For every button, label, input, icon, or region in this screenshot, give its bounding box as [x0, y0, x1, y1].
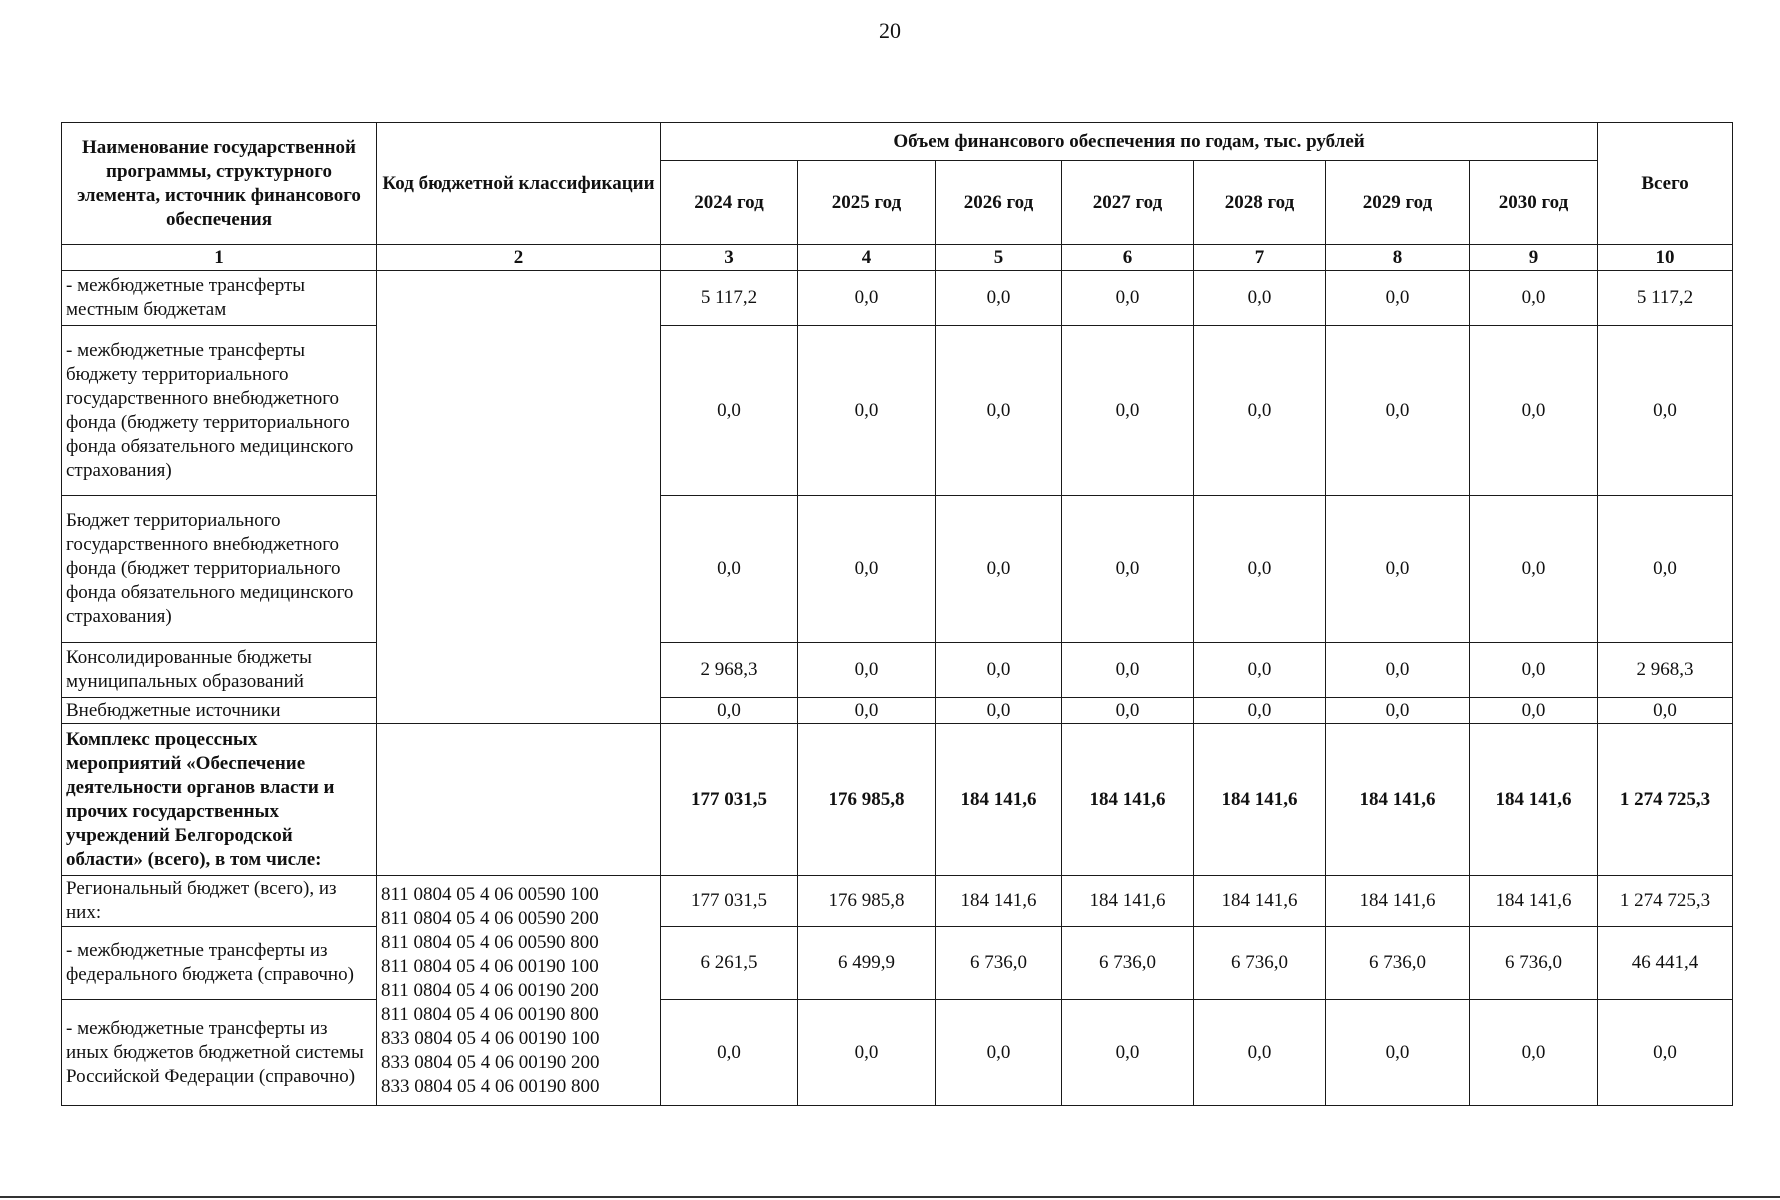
budget-code: 811 0804 05 4 06 00590 100: [381, 883, 599, 905]
value-cell: 184 141,6: [1194, 876, 1326, 927]
value-cell: 0,0: [936, 326, 1062, 496]
header-year-2030: 2030 год: [1470, 161, 1598, 245]
budget-codes-cell: [377, 876, 661, 1106]
table-row: [62, 643, 1733, 698]
column-number: 9: [1470, 245, 1598, 271]
budget-code: 811 0804 05 4 06 00190 800: [381, 1003, 599, 1025]
column-numbers-row: [62, 245, 1733, 271]
column-number: 7: [1194, 245, 1326, 271]
budget-code: 833 0804 05 4 06 00190 100: [381, 1027, 600, 1049]
header-year-2024: 2024 год: [661, 161, 798, 245]
row-name: Консолидированные бюджеты муниципальных образований: [62, 643, 377, 698]
table-row: [62, 326, 1733, 496]
budget-code: 811 0804 05 4 06 00590 800: [381, 931, 599, 953]
total-cell: 5 117,2: [1598, 271, 1733, 326]
row-name: - межбюджетные трансферты бюджету территориального государственного внебюджетного фонда (бюджету территориального фонда обязательного медицинского страхования): [62, 326, 377, 496]
column-number: 5: [936, 245, 1062, 271]
code-cell-empty: [377, 271, 661, 724]
value-cell: 0,0: [798, 496, 936, 643]
value-cell: 0,0: [1326, 698, 1470, 724]
row-name: - межбюджетные трансферты из федерального бюджета (справочно): [62, 927, 377, 1000]
value-cell: 0,0: [798, 326, 936, 496]
value-cell: 0,0: [1470, 496, 1598, 643]
value-cell: 0,0: [798, 698, 936, 724]
value-cell: 0,0: [1062, 698, 1194, 724]
value-cell: 0,0: [1470, 643, 1598, 698]
value-cell: 184 141,6: [1326, 876, 1470, 927]
value-cell: 0,0: [798, 643, 936, 698]
table-row: [62, 927, 1733, 1000]
table-row: [62, 698, 1733, 724]
row-name: Внебюджетные источники: [62, 698, 377, 724]
value-cell: 0,0: [1470, 698, 1598, 724]
header-total: Всего: [1598, 123, 1733, 245]
value-cell: 176 985,8: [798, 876, 936, 927]
table-row: [62, 271, 1733, 326]
value-cell: 0,0: [1194, 643, 1326, 698]
value-cell: 0,0: [661, 698, 798, 724]
value-cell: 6 499,9: [798, 927, 936, 1000]
value-cell: 0,0: [1470, 1000, 1598, 1106]
table-row: [62, 876, 1733, 927]
table-row: [62, 1000, 1733, 1106]
value-cell: 6 736,0: [1194, 927, 1326, 1000]
value-cell: 0,0: [1326, 326, 1470, 496]
total-cell: 1 274 725,3: [1598, 876, 1733, 927]
total-cell: 0,0: [1598, 1000, 1733, 1106]
header-year-2027: 2027 год: [1062, 161, 1194, 245]
value-cell: 0,0: [661, 326, 798, 496]
header-code: Код бюджетной классификации: [377, 123, 661, 245]
header-name: Наименование государственной программы, структурного элемента, источник финансового обеспечения: [62, 123, 377, 245]
row-name: Региональный бюджет (всего), из них:: [62, 876, 377, 927]
value-cell: 177 031,5: [661, 876, 798, 927]
value-cell: 184 141,6: [1470, 724, 1598, 876]
value-cell: 0,0: [1194, 496, 1326, 643]
table-row: [62, 496, 1733, 643]
total-cell: 46 441,4: [1598, 927, 1733, 1000]
value-cell: 184 141,6: [1062, 876, 1194, 927]
value-cell: 0,0: [1470, 326, 1598, 496]
value-cell: 5 117,2: [661, 271, 798, 326]
value-cell: 0,0: [1194, 1000, 1326, 1106]
value-cell: 6 736,0: [936, 927, 1062, 1000]
total-cell: 0,0: [1598, 496, 1733, 643]
value-cell: 0,0: [1470, 271, 1598, 326]
total-cell: 1 274 725,3: [1598, 724, 1733, 876]
budget-code: 811 0804 05 4 06 00190 100: [381, 955, 599, 977]
budget-code: 833 0804 05 4 06 00190 800: [381, 1075, 600, 1097]
column-number: 2: [377, 245, 661, 271]
value-cell: 184 141,6: [1470, 876, 1598, 927]
value-cell: 0,0: [798, 271, 936, 326]
budget-code: 811 0804 05 4 06 00590 200: [381, 907, 599, 929]
column-number: 8: [1326, 245, 1470, 271]
value-cell: 0,0: [661, 496, 798, 643]
value-cell: 177 031,5: [661, 724, 798, 876]
total-cell: 0,0: [1598, 326, 1733, 496]
value-cell: 0,0: [1326, 496, 1470, 643]
value-cell: 0,0: [1062, 326, 1194, 496]
row-name: - межбюджетные трансферты из иных бюджетов бюджетной системы Российской Федерации (справочно): [62, 1000, 377, 1106]
header-year-2028: 2028 год: [1194, 161, 1326, 245]
value-cell: 0,0: [1194, 326, 1326, 496]
value-cell: 0,0: [1062, 496, 1194, 643]
value-cell: 0,0: [1062, 1000, 1194, 1106]
value-cell: 0,0: [1326, 643, 1470, 698]
value-cell: 176 985,8: [798, 724, 936, 876]
column-number: 4: [798, 245, 936, 271]
value-cell: 6 261,5: [661, 927, 798, 1000]
header-year-2026: 2026 год: [936, 161, 1062, 245]
value-cell: 0,0: [798, 1000, 936, 1106]
value-cell: 2 968,3: [661, 643, 798, 698]
page-bottom-rule: [0, 1196, 1780, 1198]
value-cell: 0,0: [1326, 271, 1470, 326]
column-number: 3: [661, 245, 798, 271]
column-number: 10: [1598, 245, 1733, 271]
budget-code: 833 0804 05 4 06 00190 200: [381, 1051, 600, 1073]
value-cell: 184 141,6: [936, 724, 1062, 876]
value-cell: 0,0: [1326, 1000, 1470, 1106]
row-name: - межбюджетные трансферты местным бюджетам: [62, 271, 377, 326]
financing-table: [61, 122, 1733, 1106]
value-cell: 0,0: [936, 496, 1062, 643]
header-year-2025: 2025 год: [798, 161, 936, 245]
code-cell-empty: [377, 724, 661, 876]
header-year-2029: 2029 год: [1326, 161, 1470, 245]
value-cell: 0,0: [1194, 271, 1326, 326]
value-cell: 0,0: [661, 1000, 798, 1106]
value-cell: 184 141,6: [1194, 724, 1326, 876]
total-cell: 0,0: [1598, 698, 1733, 724]
value-cell: 0,0: [936, 698, 1062, 724]
column-number: 6: [1062, 245, 1194, 271]
header-volume: Объем финансового обеспечения по годам, тыс. рублей: [661, 123, 1598, 161]
page-number: 20: [879, 18, 901, 43]
value-cell: 6 736,0: [1062, 927, 1194, 1000]
total-cell: 2 968,3: [1598, 643, 1733, 698]
value-cell: 6 736,0: [1470, 927, 1598, 1000]
column-number: 1: [62, 245, 377, 271]
value-cell: 184 141,6: [1062, 724, 1194, 876]
table-row-complex: [62, 724, 1733, 876]
value-cell: 0,0: [1062, 643, 1194, 698]
value-cell: 0,0: [1062, 271, 1194, 326]
value-cell: 184 141,6: [1326, 724, 1470, 876]
value-cell: 0,0: [936, 643, 1062, 698]
value-cell: 184 141,6: [936, 876, 1062, 927]
value-cell: 0,0: [936, 1000, 1062, 1106]
value-cell: 0,0: [1194, 698, 1326, 724]
budget-code: 811 0804 05 4 06 00190 200: [381, 979, 599, 1001]
value-cell: 6 736,0: [1326, 927, 1470, 1000]
row-name: Бюджет территориального государственного внебюджетного фонда (бюджет территориального фонда обязательного медицинского страхования): [62, 496, 377, 643]
row-name: Комплекс процессных мероприятий «Обеспечение деятельности органов власти и прочих государственных учреждений Белгородской области» (всего), в том числе:: [62, 724, 377, 876]
value-cell: 0,0: [936, 271, 1062, 326]
